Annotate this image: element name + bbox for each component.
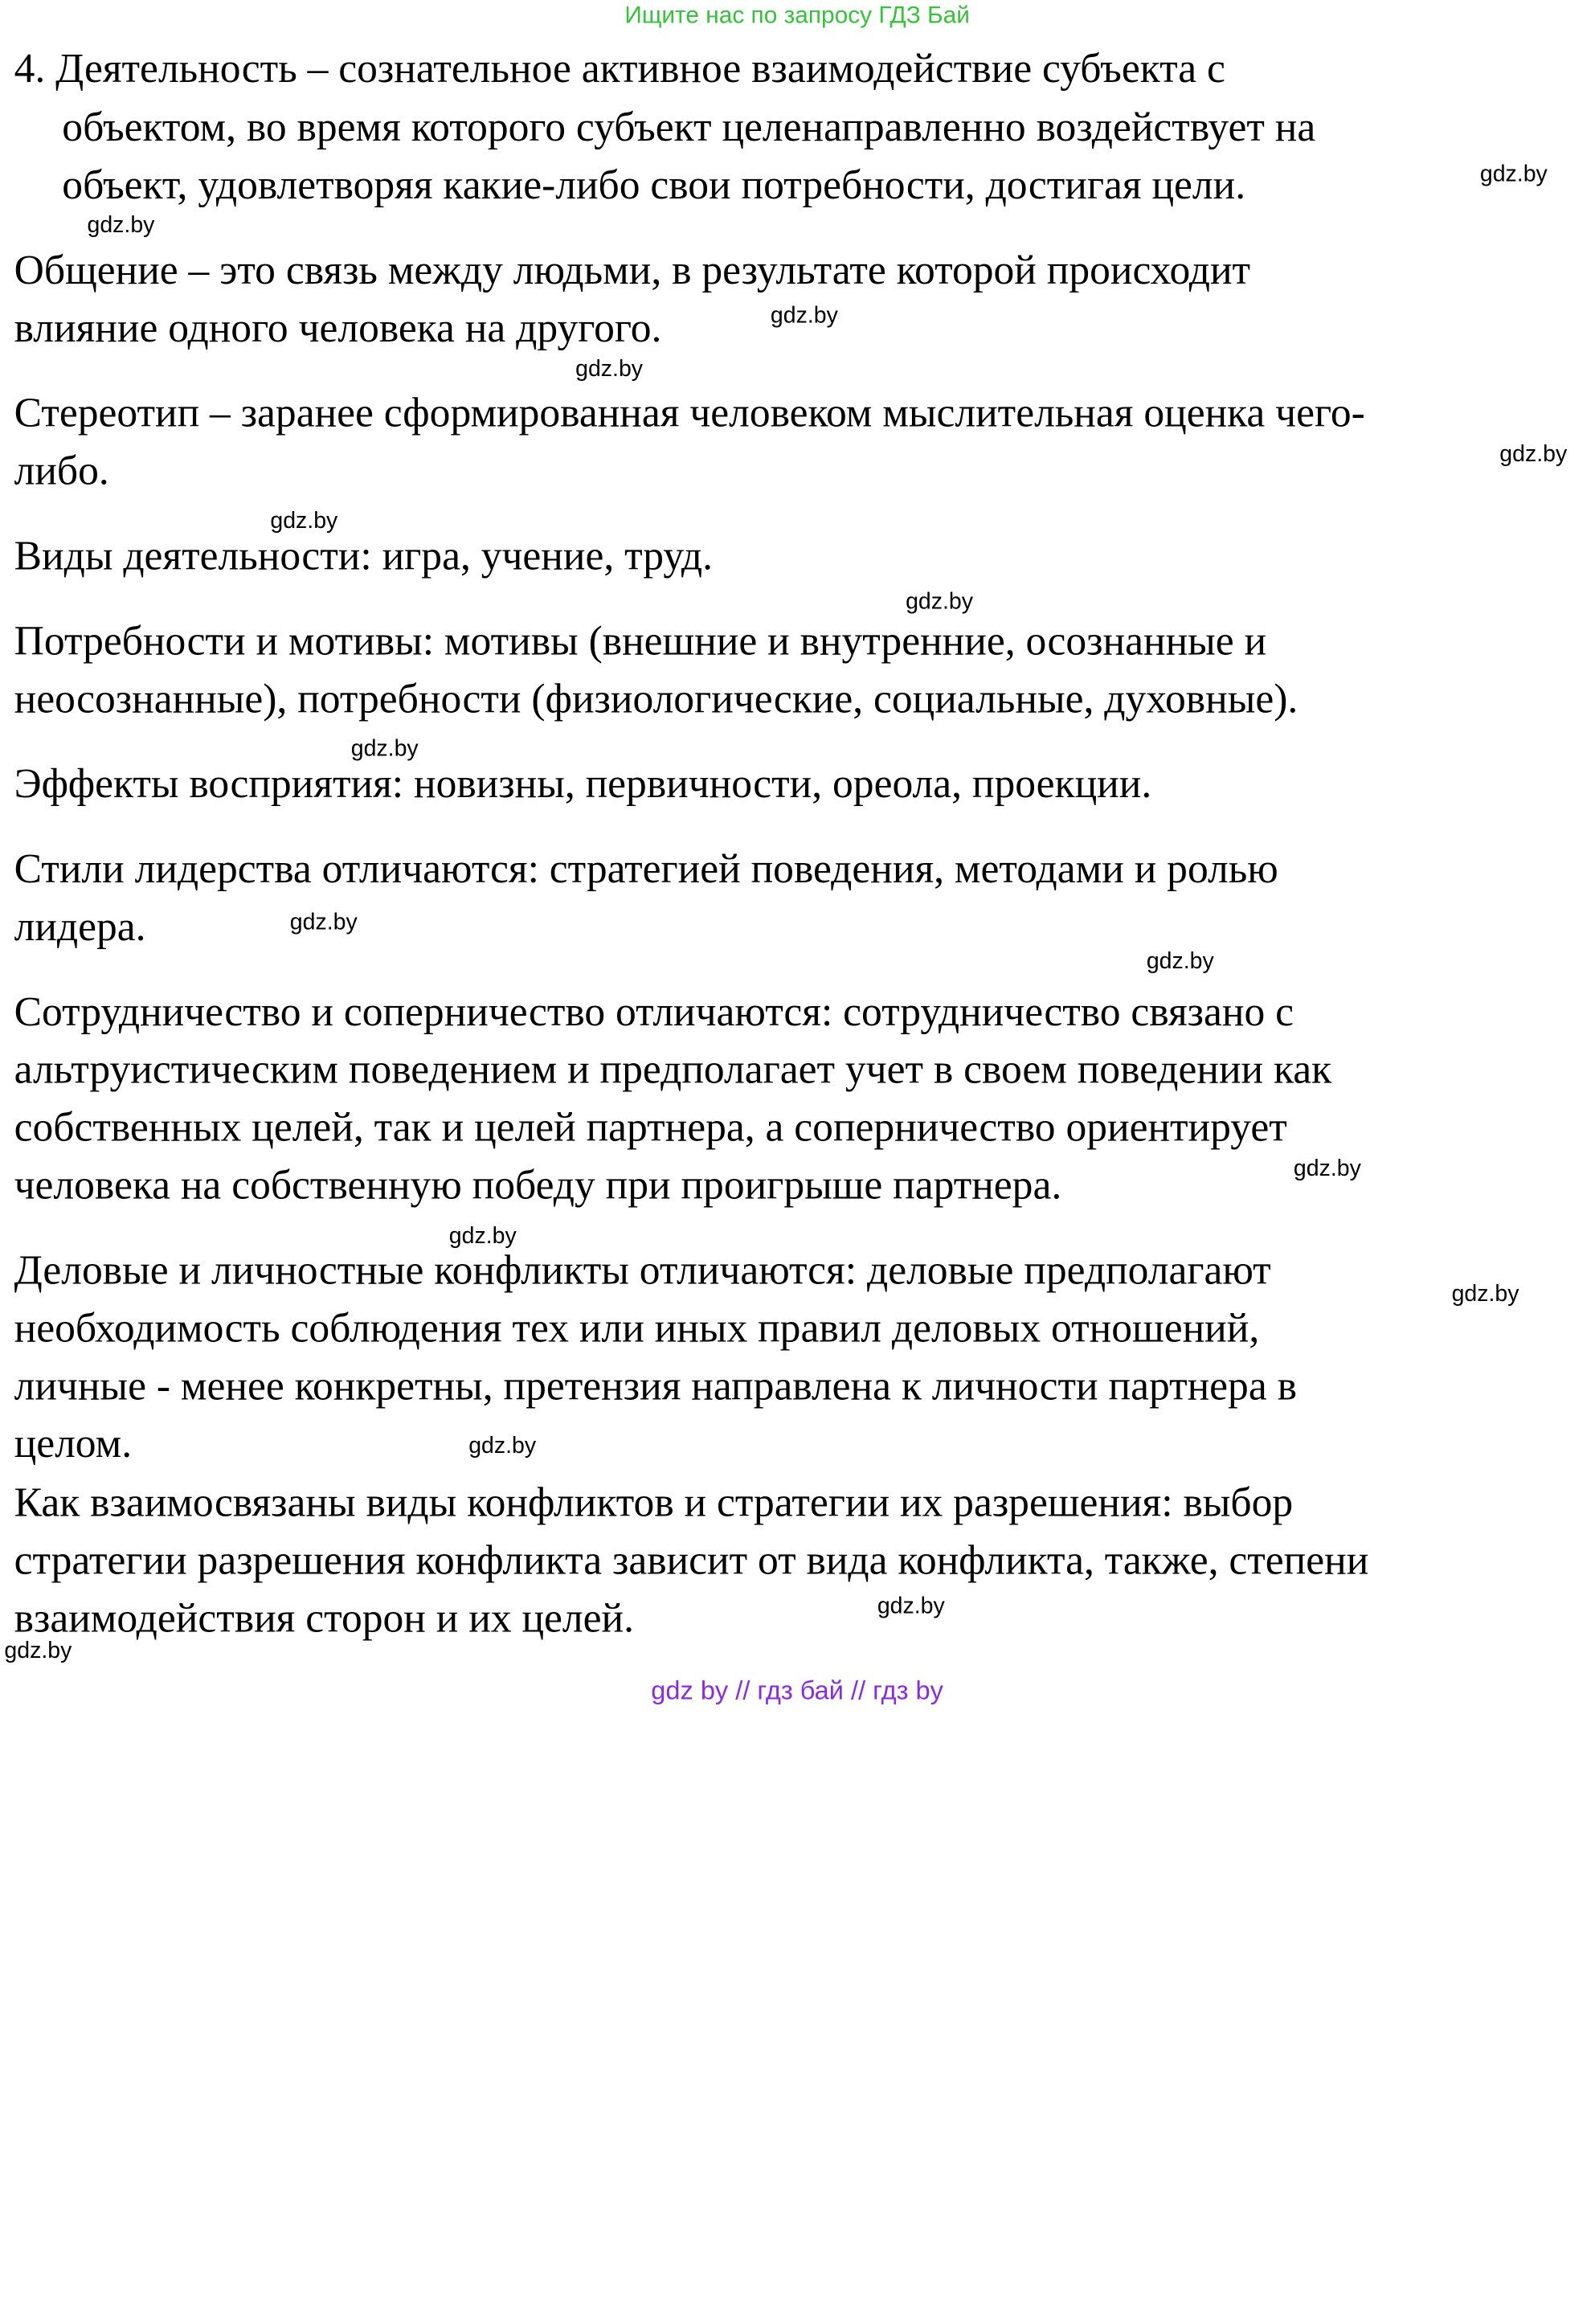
text-line: Деловые и личностные конфликты отличаются: деловые предполагают xyxy=(14,1247,1271,1294)
watermark: gdz.by xyxy=(1146,948,1214,974)
text-line: необходимость соблюдения тех или иных правил деловых отношений, xyxy=(14,1305,1260,1352)
text-line: Стили лидерства отличаются: стратегией поведения, методами и ролью xyxy=(14,846,1278,893)
watermark: gdz.by xyxy=(448,1223,517,1249)
watermark: gdz.by xyxy=(468,1433,537,1459)
text-line: Сотрудничество и соперничество отличаются: сотрудничество связано с xyxy=(14,988,1294,1035)
watermark: gdz.by xyxy=(877,1593,945,1619)
footer-separator: // xyxy=(851,1676,866,1706)
watermark: gdz.by xyxy=(906,588,974,615)
text-line: Как взаимосвязаны виды конфликтов и стратегии их разрешения: выбор xyxy=(14,1479,1294,1526)
footer-link-gdz-by-cyr[interactable]: гдз by xyxy=(873,1676,943,1706)
text-line: целом. xyxy=(14,1421,133,1467)
text-line: взаимодействия сторон и их целей. xyxy=(14,1595,635,1642)
watermark: gdz.by xyxy=(575,356,644,383)
text-line: влияние одного человека на другого. xyxy=(14,305,662,352)
search-banner: Ищите нас по запросу ГДЗ Бай xyxy=(624,1,970,29)
watermark: gdz.by xyxy=(4,1638,72,1663)
footer-link-gdz-by[interactable]: gdz by xyxy=(651,1676,729,1706)
watermark: gdz.by xyxy=(350,736,419,762)
watermark: gdz.by xyxy=(1479,161,1548,187)
text-line: либо. xyxy=(14,448,109,494)
watermark: gdz.by xyxy=(1293,1156,1361,1181)
text-line: стратегии разрешения конфликта зависит от вида конфликта, также, степени xyxy=(14,1537,1369,1584)
text-line: собственных целей, так и целей партнера, а соперничество ориентирует xyxy=(14,1104,1287,1151)
text-line: Эффекты восприятия: новизны, первичности, ореола, проекции. xyxy=(14,761,1152,808)
watermark: gdz.by xyxy=(1451,1281,1519,1307)
text-line: 4. Деятельность – сознательное активное взаимодействие субъекта с xyxy=(14,46,1225,92)
footer-links xyxy=(0,1675,1594,1708)
watermark: gdz.by xyxy=(770,303,838,329)
watermark: gdz.by xyxy=(270,508,338,534)
text-line: Потребности и мотивы: мотивы (внешние и внутренние, осознанные и xyxy=(14,618,1267,665)
watermark: gdz.by xyxy=(87,212,155,238)
text-line: объектом, во время которого субъект целенаправленно воздействует на xyxy=(62,104,1316,151)
text-line: Общение – это связь между людьми, в результате которой происходит xyxy=(14,248,1251,294)
text-line: лидера. xyxy=(14,904,146,951)
watermark: gdz.by xyxy=(289,909,358,935)
text-line: Виды деятельности: игра, учение, труд. xyxy=(14,533,713,579)
text-line: личные - менее конкретны, претензия направлена к личности партнера в xyxy=(14,1363,1297,1410)
text-line: неосознанные), потребности (физиологические, социальные, духовные). xyxy=(14,676,1298,722)
text-line: альтруистическим поведением и предполагает учет в своем поведении как xyxy=(14,1046,1332,1093)
watermark: gdz.by xyxy=(1499,441,1568,467)
text-line: человека на собственную победу при проигрыше партнера. xyxy=(14,1162,1062,1209)
footer-link-gdz-bai[interactable]: гдз бай xyxy=(757,1676,844,1706)
text-line: Стереотип – заранее сформированная человеком мыслительная оценка чего- xyxy=(14,390,1365,436)
text-line: объект, удовлетворяя какие-либо свои потребности, достигая цели. xyxy=(62,162,1246,209)
footer-separator: // xyxy=(735,1676,750,1706)
